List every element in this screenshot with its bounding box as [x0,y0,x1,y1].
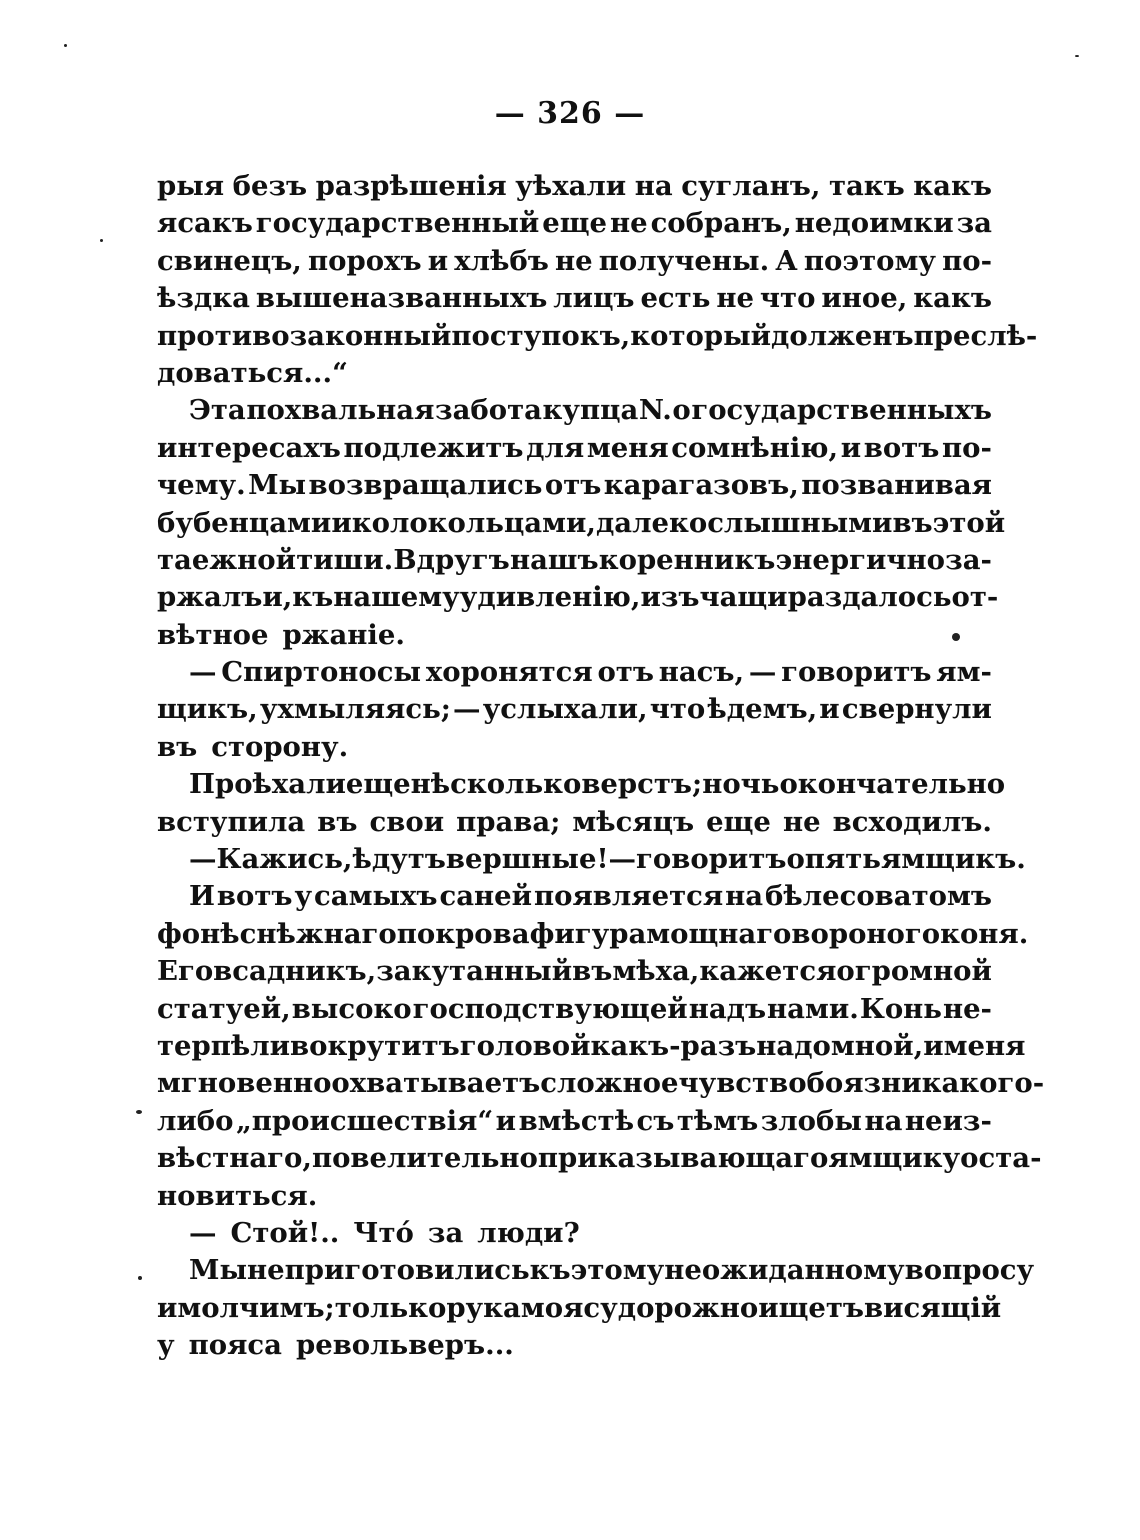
text-line: вступила въ свои права; мѣсяцъ еще не всходилъ. [157,805,992,838]
text-line: новиться. [157,1179,318,1212]
text-line: вѣстнаго, повелительно приказывающаго ямщику оста- [157,1142,1042,1175]
text-line: либо „происшествія“ и вмѣстѣ съ тѣмъ злобы на неиз- [157,1104,992,1137]
text-line: И вотъ у самыхъ саней появляется на бѣлесоватомъ [189,880,992,913]
text-line: мгновенно охватываетъ сложное чувство боязни какого- [157,1067,1045,1100]
text-line: таежной тиши. Вдругъ нашъ коренникъ энергично за- [157,543,992,576]
text-line: терпѣливо крутитъ головой какъ-разъ надо мной, и меня [157,1029,1026,1062]
text-line: бубенцами и колокольцами, далеко слышными въ этой [157,506,1006,539]
scan-speck [1075,55,1079,57]
scan-speck [138,1276,142,1280]
text-line: интересахъ подлежитъ для меня сомнѣнію, и вотъ по- [157,431,992,464]
scan-speck [64,44,67,47]
text-line: фонѣ снѣжнаго покрова фигура мощнаго вороного коня. [157,917,1029,950]
text-line: Проѣхали еще нѣсколько верстъ; ночь окончательно [189,768,1006,801]
text-line: у пояса револьверъ... [157,1329,514,1362]
text-line: рыя безъ разрѣшенія уѣхали на сугланъ, такъ какъ [157,170,992,202]
text-line: — Кажись, ѣдутъ вершные! — говоритъ опять ямщикъ. [189,843,1026,876]
scan-speck [136,1110,142,1114]
text-line: статуей, высоко господствующей надъ нами. Конь не- [157,992,992,1025]
text-line: Эта похвальная забота купца N. о государственныхъ [189,394,992,427]
text-line: чему. Мы возвращались отъ карагазовъ, позванивая [157,469,992,502]
text-line: доваться...“ [157,356,348,389]
text-line: — Спиртоносы хоронятся отъ насъ, — говоритъ ям- [189,656,992,689]
text-line: Его всадникъ, закутанный въ мѣха, кажется огромной [157,955,992,988]
text-line: и молчимъ; только рука моя судорожно ищетъ висящій [157,1291,1002,1324]
text-line: противозаконный поступокъ, который долженъ преслѣ- [157,319,1038,352]
text-line: въ сторону. [157,730,349,763]
body-text [157,168,1045,1365]
text-line: Мы не приготовились къ этому неожиданному вопросу [189,1254,1035,1287]
text-line: вѣтное ржаніе. [157,618,405,651]
scan-speck [100,239,103,242]
text-line: ѣздка вышеназванныхъ лицъ есть не что иное, какъ [157,282,992,315]
page-number: — 326 — [494,96,646,131]
text-line: свинецъ, порохъ и хлѣбъ не получены. А поэтому по- [157,244,992,277]
scan-speck [952,633,960,641]
text-line: щикъ, ухмыляясь; — услыхали, что ѣдемъ, и свернули [157,693,992,726]
text-line: ржалъ и, къ нашему удивленію, изъ чащи раздалось от- [157,581,999,614]
text-line: ясакъ государственный еще не собранъ, недоимки за [157,207,992,240]
text-line: — Стой!.. Чтó за люди? [189,1216,580,1249]
